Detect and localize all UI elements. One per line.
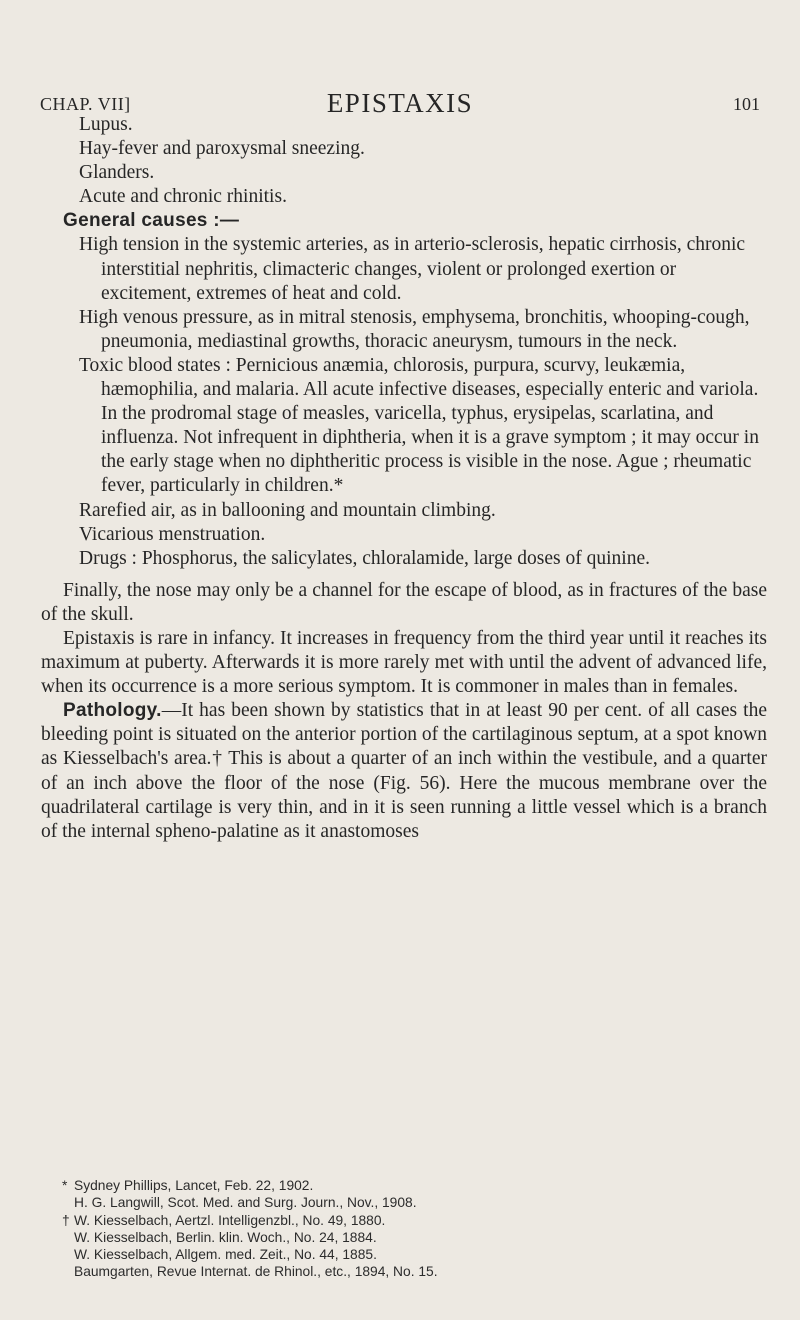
footnote-text: Sydney Phillips, Lancet, Feb. 22, 1902. xyxy=(74,1178,314,1193)
list-item: High tension in the systemic arteries, as in arterio-sclerosis, hepatic cirrhosis, chronic interstitial nephritis, climacteric changes, violent or prolonged exertion or excitement, extremes of heat and cold. xyxy=(79,234,746,304)
general-causes-label: General causes :— xyxy=(63,210,240,232)
footnote-text: W. Kiesselbach, Aertzl. Intelligenzbl., No. 49, 1880. xyxy=(74,1212,386,1228)
footnote: W. Kiesselbach, Berlin. klin. Woch., No. 24, 1884. xyxy=(74,1229,377,1245)
footnote: Baumgarten, Revue Internat. de Rhinol., etc., 1894, No. 15. xyxy=(74,1264,438,1280)
footnote xyxy=(62,1177,762,1194)
pathology-text: —It has been shown by statistics that in at least 90 per cent. of all cases the bleeding point is situated on the anterior portion of the cartilaginous septum, at a spot known as Kiesselbach's area.† This is about a quarter of an inch within the vestibule, and a quarter of an inch above the floor of the nose (Fig. 56). Here the mucous membrane over the quadrilateral cartilage is very thin, and in it is seen running a little vessel which is a branch of the internal spheno-palatine as it anastomoses xyxy=(41,700,767,842)
list-item: Hay-fever and paroxysmal sneezing. xyxy=(79,138,365,160)
list-item: Glanders. xyxy=(79,162,155,184)
list-item: Vicarious menstruation. xyxy=(79,523,266,545)
page-title: EPISTAXIS xyxy=(326,88,474,118)
footnote-mark-dagger: † xyxy=(62,1212,70,1228)
general-causes-heading xyxy=(63,209,767,233)
footnote: W. Kiesselbach, Allgem. med. Zeit., No. 44, 1885. xyxy=(74,1247,377,1263)
footnotes xyxy=(62,1177,762,1281)
pathology-paragraph xyxy=(41,699,767,844)
footnote xyxy=(62,1212,762,1229)
list-item: High venous pressure, as in mitral stenosis, emphysema, bronchitis, whooping-cough, pneumonia, mediastinal growths, thoracic aneurysm, tumours in the neck. xyxy=(79,306,750,352)
chapter-label: CHAP. VII] xyxy=(40,94,131,114)
paragraph: Epistaxis is rare in infancy. It increases in frequency from the third year until it reaches its maximum at puberty. Afterwards it is more rarely met with until the advent of advanced life, when its occurrence is a more serious symptom. It is commoner in males than in females. xyxy=(41,627,767,698)
list-item: Drugs : Phosphorus, the salicylates, chloralamide, large doses of quinine. xyxy=(79,547,650,569)
list-item: Lupus. xyxy=(79,114,133,135)
body-text xyxy=(41,113,767,844)
paragraph: Finally, the nose may only be a channel for the escape of blood, as in fractures of the base of the skull. xyxy=(41,579,767,625)
footnote: H. G. Langwill, Scot. Med. and Surg. Journ., Nov., 1908. xyxy=(74,1195,417,1211)
list-item: Toxic blood states : Pernicious anæmia, chlorosis, purpura, scurvy, leukæmia, hæmophilia, and malaria. All acute infective diseases, especially enteric and variola. In the prodromal stage of measles, varicella, typhus, erysipelas, scarlatina, and influenza. Not infrequent in diphtheria, when it is a grave symptom ; it may occur in the early stage when no diphtheritic process is visible in the nose. Ague ; rheumatic fever, particularly in children.* xyxy=(79,354,759,497)
pathology-heading: Pathology. xyxy=(63,700,162,722)
page-number: 101 xyxy=(733,94,760,114)
list-item: Rarefied air, as in ballooning and mountain climbing. xyxy=(79,499,496,521)
footnote-mark-star: * xyxy=(62,1178,68,1193)
list-item: Acute and chronic rhinitis. xyxy=(79,186,287,208)
